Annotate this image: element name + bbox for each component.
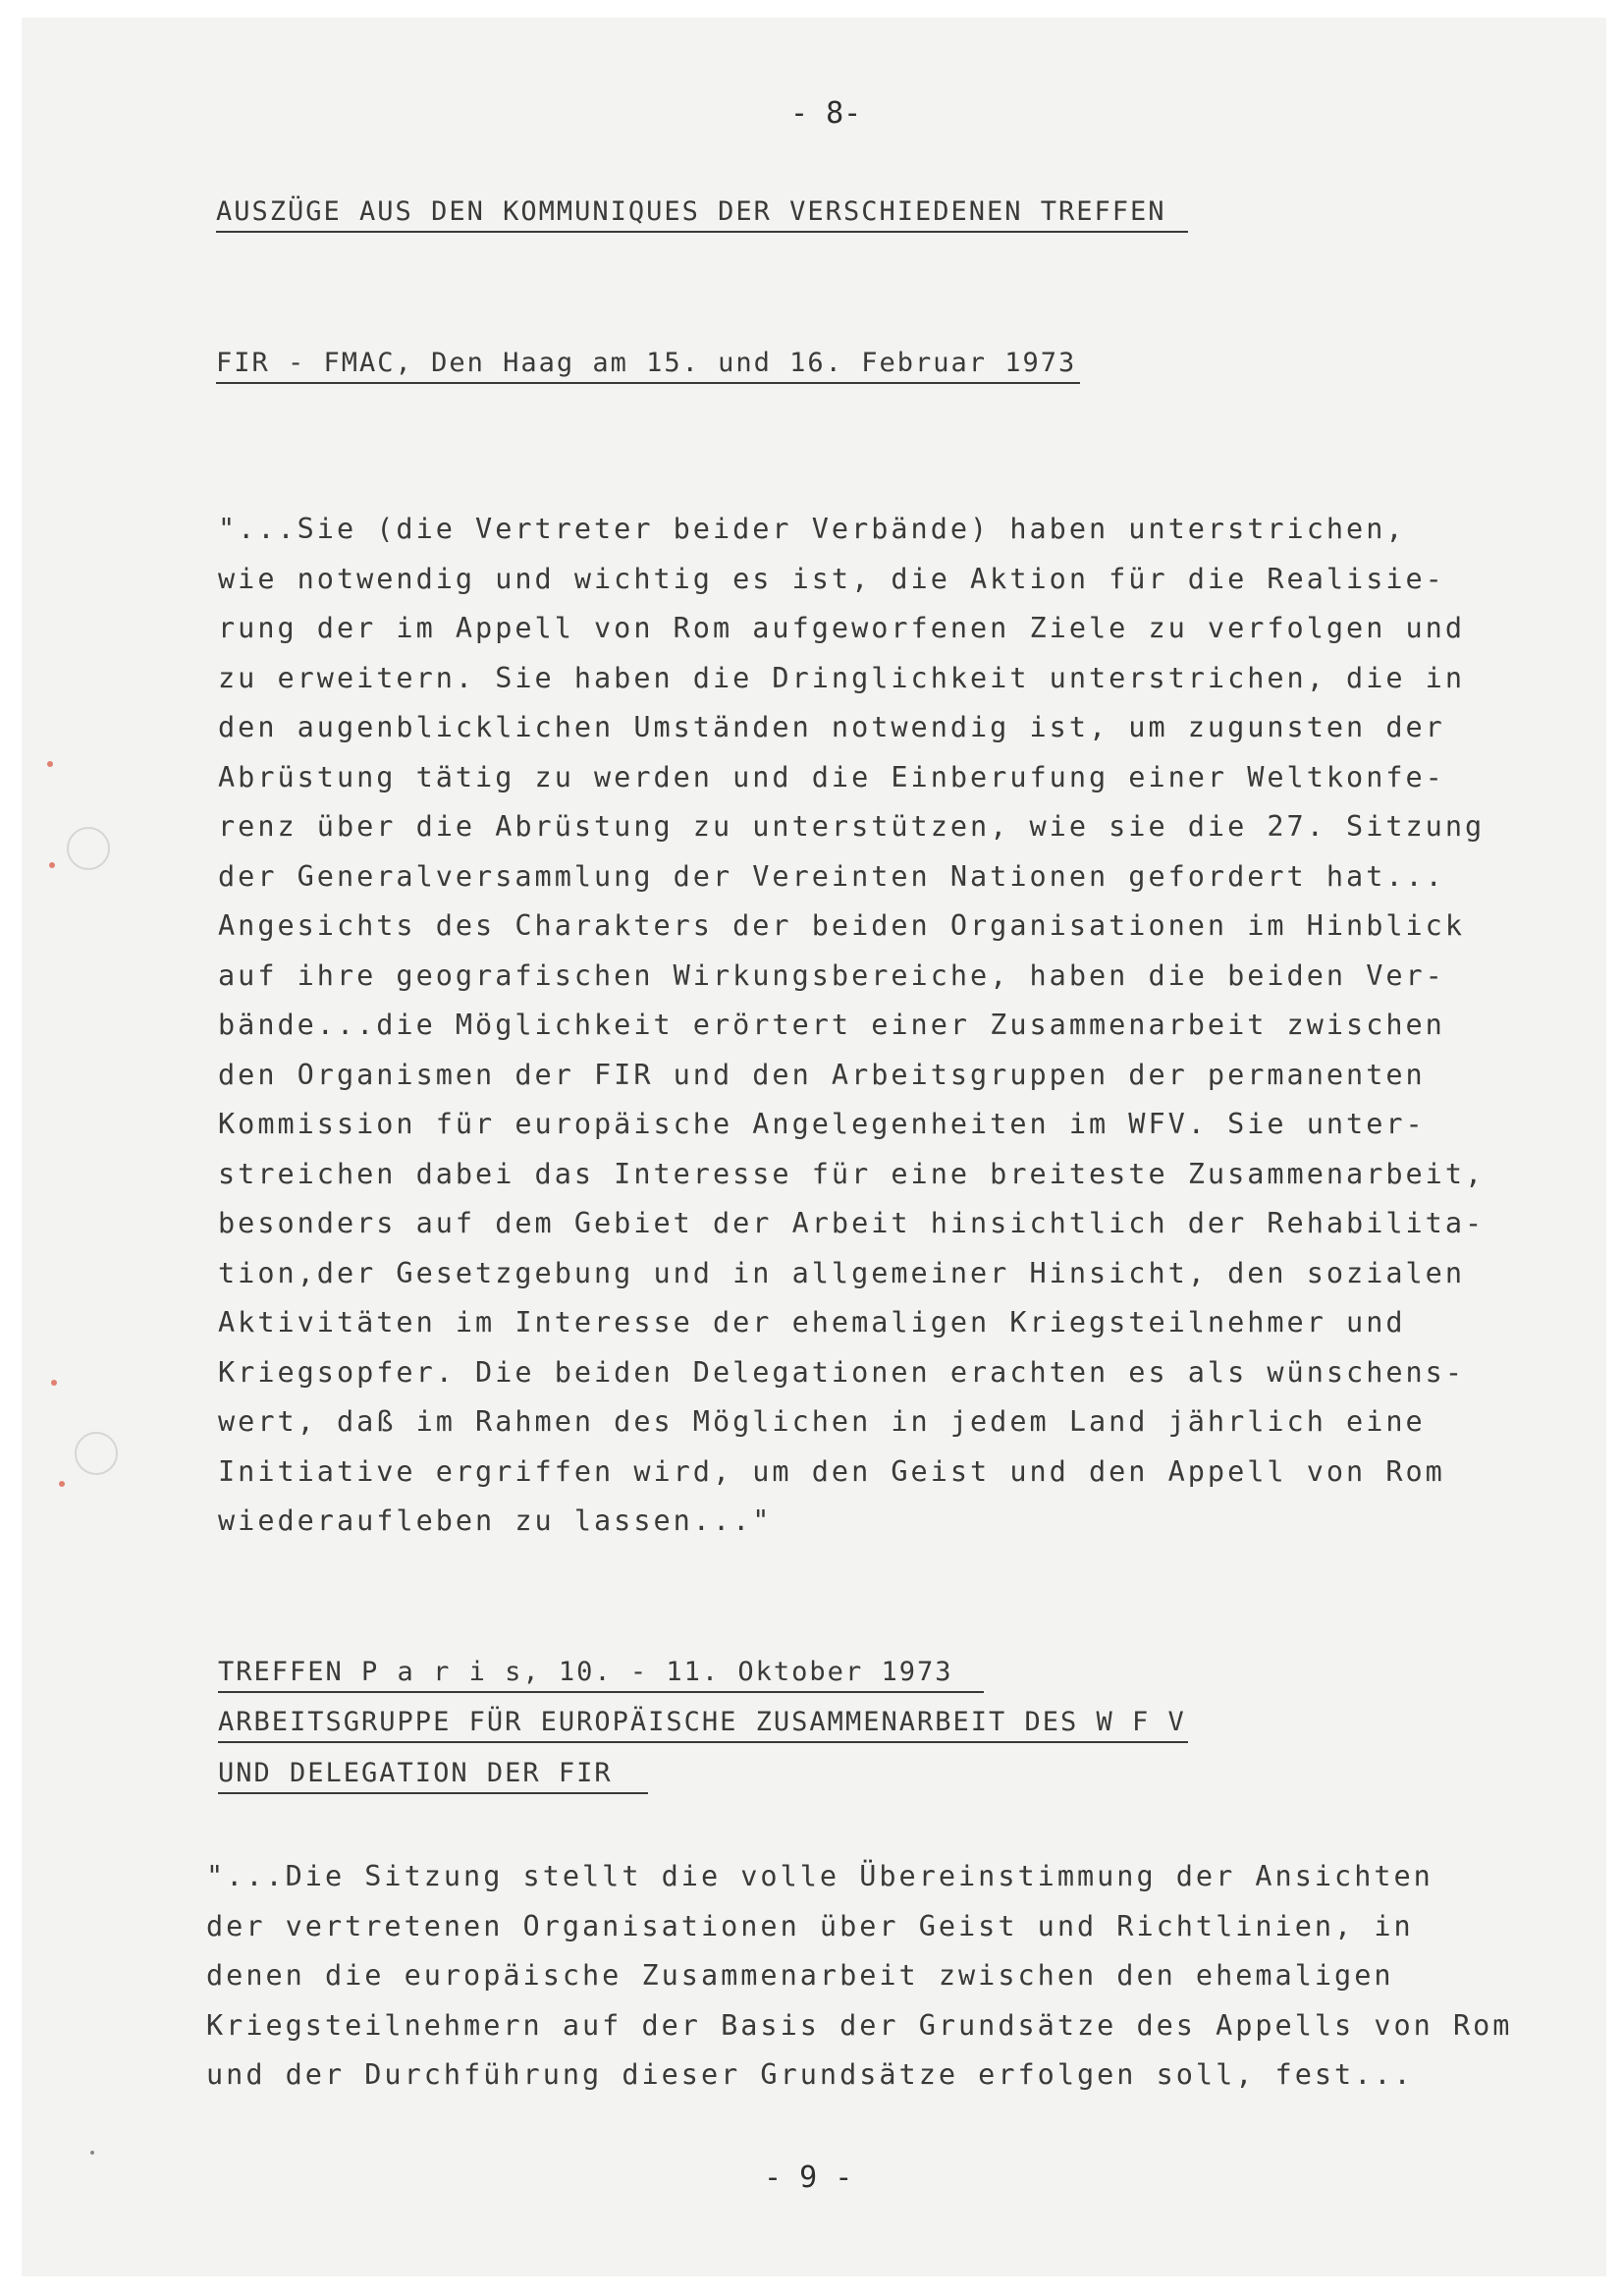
margin-dot [49, 862, 55, 868]
text-line: der vertretenen Organisationen über Geist und Richtlinien, in [206, 1909, 1414, 1942]
text-line: wie notwendig und wichtig es ist, die Aktion für die Realisie- [218, 562, 1445, 595]
margin-dot [59, 1481, 65, 1487]
text-line: "...Sie (die Vertreter beider Verbände) haben unterstrichen, [218, 513, 1406, 545]
quote-paragraph-fir-fmac [218, 505, 1485, 1547]
section-heading-delegation: UND DELEGATION DER FIR [218, 1758, 648, 1794]
main-heading: AUSZÜGE AUS DEN KOMMUNIQUES DER VERSCHIEDENEN TREFFEN [216, 196, 1188, 233]
text-line: und der Durchführung dieser Grundsätze erfolgen soll, fest... [206, 2058, 1414, 2091]
page-number-bottom: - 9 - [764, 2160, 853, 2195]
section-heading-arbeitsgruppe: ARBEITSGRUPPE FÜR EUROPÄISCHE ZUSAMMENARBEIT DES W F V [218, 1707, 1188, 1743]
margin-dot [51, 1380, 57, 1386]
text-line: den augenblicklichen Umständen notwendig ist, um zugunsten der [218, 711, 1445, 743]
text-line: Aktivitäten im Interesse der ehemaligen Kriegsteilnehmer und [218, 1306, 1406, 1339]
text-line: rung der im Appell von Rom aufgeworfenen Ziele zu verfolgen und [218, 612, 1465, 644]
text-line: zu erweitern. Sie haben die Dringlichkeit unterstrichen, die in [218, 661, 1465, 694]
section-heading-fir-fmac: FIR - FMAC, Den Haag am 15. und 16. Februar 1973 [216, 348, 1080, 384]
text-line: Abrüstung tätig zu werden und die Einberufung einer Weltkonfe- [218, 760, 1445, 793]
text-line: Initiative ergriffen wird, um den Geist und den Appell von Rom [218, 1454, 1445, 1488]
text-line: Angesichts des Charakters der beiden Organisationen im Hinblick [218, 909, 1465, 942]
text-line: der Generalversammlung der Vereinten Nationen gefordert hat... [218, 859, 1445, 893]
text-line: tion,der Gesetzgebung und in allgemeiner Hinsicht, den sozialen [218, 1256, 1465, 1289]
margin-dot [47, 761, 53, 767]
section-heading-treffen-paris: TREFFEN P a r i s, 10. - 11. Oktober 1973 [218, 1657, 984, 1693]
text-line: Kriegsteilnehmern auf der Basis der Grundsätze des Appells von Rom [206, 2008, 1513, 2042]
text-line: streichen dabei das Interesse für eine breiteste Zusammenarbeit, [218, 1157, 1486, 1190]
binder-hole-lower [75, 1432, 118, 1475]
quote-paragraph-paris [206, 1852, 1512, 2101]
text-line: Kriegsopfer. Die beiden Delegationen erachten es als wünschens- [218, 1355, 1465, 1389]
text-line: den Organismen der FIR und den Arbeitsgruppen der permanenten [218, 1058, 1426, 1091]
text-line: auf ihre geografischen Wirkungsbereiche, haben die beiden Ver- [218, 958, 1445, 992]
text-line: wert, daß im Rahmen des Möglichen in jedem Land jährlich eine [218, 1405, 1426, 1438]
text-line: "...Die Sitzung stellt die volle Übereinstimmung der Ansichten [206, 1860, 1434, 1892]
text-line: denen die europäische Zusammenarbeit zwischen den ehemaligen [206, 1959, 1394, 1992]
text-line: Kommission für europäische Angelegenheiten im WFV. Sie unter- [218, 1108, 1426, 1140]
text-line: wiederaufleben zu lassen..." [218, 1504, 773, 1537]
binder-hole-upper [67, 827, 110, 870]
text-line: renz über die Abrüstung zu unterstützen, wie sie die 27. Sitzung [218, 810, 1486, 843]
margin-speck [90, 2151, 94, 2155]
text-line: bände...die Möglichkeit erörtert einer Zusammenarbeit zwischen [218, 1009, 1445, 1041]
page-number-top: - 8- [790, 96, 862, 131]
text-line: besonders auf dem Gebiet der Arbeit hinsichtlich der Rehabilita- [218, 1207, 1486, 1239]
